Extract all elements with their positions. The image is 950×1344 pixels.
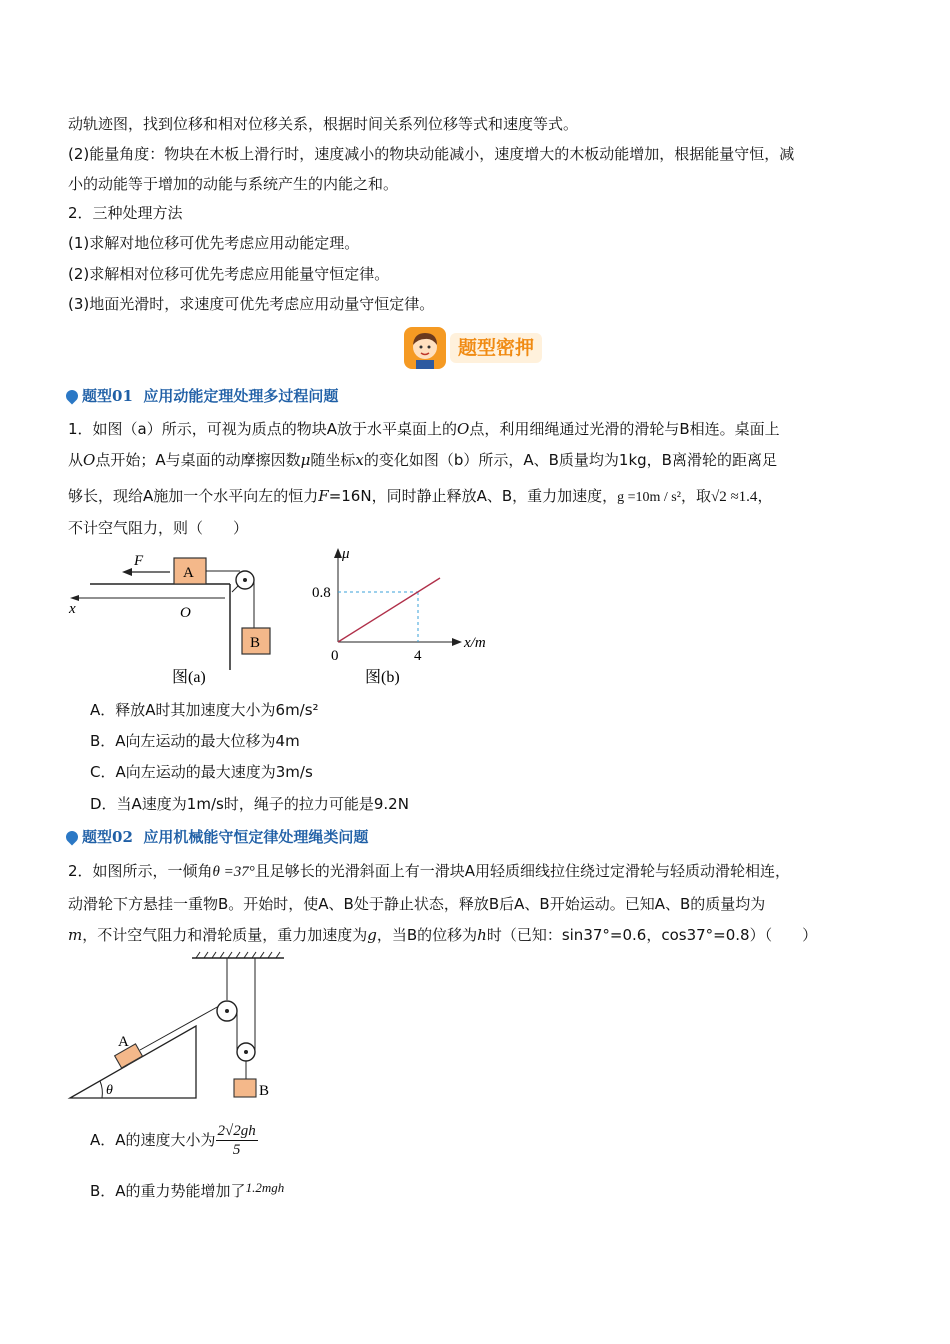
- fig-b-ylabel: μ: [342, 546, 350, 562]
- q1-text: 点，利用细绳通过光滑的滑轮与B相连。桌面上: [469, 420, 780, 438]
- location-pin-icon: [64, 829, 81, 846]
- fig-b-xlabel: x/m: [464, 635, 486, 651]
- q1-option-c[interactable]: C．A向左运动的最大速度为3m/s: [90, 763, 313, 781]
- q2-option-a[interactable]: [90, 1115, 905, 1165]
- type1-num: 01: [112, 387, 133, 405]
- q1-option-a[interactable]: A．释放A时其加速度大小为6m/s²: [90, 701, 319, 719]
- q1-text: 随坐标: [310, 451, 356, 469]
- q2-option-b[interactable]: [90, 1178, 905, 1201]
- intro-line-6: (2)求解相对位移可优先考虑应用能量守恒定律。: [68, 265, 390, 283]
- type2-num: 02: [112, 828, 133, 846]
- fig-b-origin: 0: [331, 648, 339, 664]
- q1-text: ，: [757, 487, 773, 505]
- q2-option-a-fraction: [216, 1122, 258, 1159]
- fig-b-ytick: 0.8: [312, 585, 331, 601]
- q2-text: 时（已知：sin37°=0.6，cos37°=0.8）（ ）: [486, 926, 818, 944]
- type2-title: 应用机械能守恒定律处理绳类问题: [143, 828, 369, 846]
- q2-var-g: g: [367, 926, 377, 944]
- teacher-avatar-icon: [404, 327, 446, 369]
- intro-line-3: 小的动能等于增加的动能与系统产生的内能之和。: [68, 175, 399, 193]
- type1-heading: [66, 385, 338, 406]
- intro-line-5: (1)求解对地位移可优先考虑应用动能定理。: [68, 234, 360, 252]
- q1-figure-a: [60, 545, 290, 695]
- type2-heading: [66, 826, 368, 847]
- intro-line-1: 动轨迹图，找到位移和相对位移关系，根据时间关系列位移等式和速度等式。: [68, 115, 579, 133]
- q1-text: 点开始；A与桌面的动摩擦因数: [95, 451, 301, 469]
- fig-b-caption: 图(b): [365, 669, 400, 686]
- fig-a-A-label: A: [183, 565, 194, 581]
- q1-text: =16N，同时静止释放A、B，重力加速度，: [328, 487, 618, 505]
- fig-a-B-label: B: [250, 635, 261, 651]
- q2-text: ，不计空气阻力和滑轮质量，重力加速度为: [82, 926, 368, 944]
- q1-var-F: F: [318, 487, 329, 505]
- type2-prefix: 题型: [82, 828, 113, 846]
- q1-var-O: O: [457, 420, 470, 438]
- fig-a-O-label: O: [180, 605, 191, 621]
- fig-b-xtick: 4: [414, 648, 422, 664]
- q1-figure-b: [300, 540, 510, 690]
- q1-sqrt-formula: √2 ≈1.4: [710, 489, 758, 505]
- fraction-numerator: 2√2gh: [217, 1123, 256, 1139]
- q1-line-2: [68, 450, 883, 470]
- block-B: [234, 1079, 256, 1097]
- q2-var-h: h: [477, 926, 487, 944]
- q1-text: 够长，现给A施加一个水平向左的恒力: [68, 487, 319, 505]
- q1-line-1: [68, 419, 883, 439]
- q2-option-a-text: A．A的速度大小为: [90, 1131, 216, 1149]
- q2-angle-formula: θ =37°: [212, 864, 255, 880]
- fraction-denominator: 5: [232, 1142, 241, 1158]
- q2-fig-A: A: [118, 1034, 129, 1050]
- q1-var-O: O: [83, 451, 96, 469]
- q2-var-m: m: [68, 926, 83, 944]
- q1-var-mu: μ: [300, 451, 311, 469]
- q1-line-3: [68, 486, 883, 508]
- q1-gravity-formula: g =10m / s²: [617, 490, 681, 505]
- q2-text: 2．如图所示，一倾角: [68, 862, 213, 880]
- q1-text: 1．如图（a）所示，可视为质点的物块A放于水平桌面上的: [68, 420, 457, 438]
- type1-title: 应用动能定理处理多过程问题: [143, 387, 339, 405]
- q1-text: 的变化如图（b）所示，A、B质量均为1kg，B离滑轮的距离足: [363, 451, 777, 469]
- location-pin-icon: [64, 388, 81, 405]
- q2-option-b-text: B．A的重力势能增加了: [90, 1182, 246, 1200]
- q1-option-b[interactable]: B．A向左运动的最大位移为4m: [90, 732, 300, 750]
- intro-line-4: 2．三种处理方法: [68, 204, 183, 222]
- q1-text: 从: [68, 451, 84, 469]
- fig-a-x-label: x: [69, 601, 76, 617]
- q2-text: 且足够长的光滑斜面上有一滑块A用轻质细线拉住绕过定滑轮与轻质动滑轮相连，: [254, 862, 791, 880]
- q2-option-b-value: 1.2mgh: [245, 1180, 285, 1195]
- mu-x-line: [338, 578, 440, 642]
- q2-line-1: [68, 861, 883, 882]
- q1-var-x: x: [355, 451, 364, 469]
- q1-line-4: 不计空气阻力，则（ ）: [68, 519, 249, 537]
- fig-a-caption: 图(a): [172, 669, 206, 686]
- q2-line-2: 动滑轮下方悬挂一重物B。开始时，使A、B处于静止状态，释放B后A、B开始运动。已知A、B的质量均为: [68, 895, 766, 913]
- section-banner: [404, 327, 554, 369]
- q2-fig-theta: θ: [106, 1083, 113, 1098]
- q1-option-d[interactable]: D．当A速度为1m/s时，绳子的拉力可能是9.2N: [90, 795, 409, 813]
- q2-figure: [62, 950, 302, 1105]
- q2-text: ，当B的位移为: [376, 926, 478, 944]
- type1-prefix: 题型: [82, 387, 113, 405]
- q2-fig-B: B: [259, 1083, 270, 1099]
- fig-a-F-label: F: [134, 553, 144, 569]
- q1-text: ，取: [680, 487, 711, 505]
- intro-line-7: (3)地面光滑时，求速度可优先考虑应用动量守恒定律。: [68, 295, 435, 313]
- banner-label: 题型密押: [450, 333, 542, 363]
- intro-line-2: (2)能量角度：物块在木板上滑行时，速度减小的物块动能减小，速度增大的木板动能增加，根据能量守恒，减: [68, 145, 795, 163]
- q2-line-3: [68, 925, 883, 945]
